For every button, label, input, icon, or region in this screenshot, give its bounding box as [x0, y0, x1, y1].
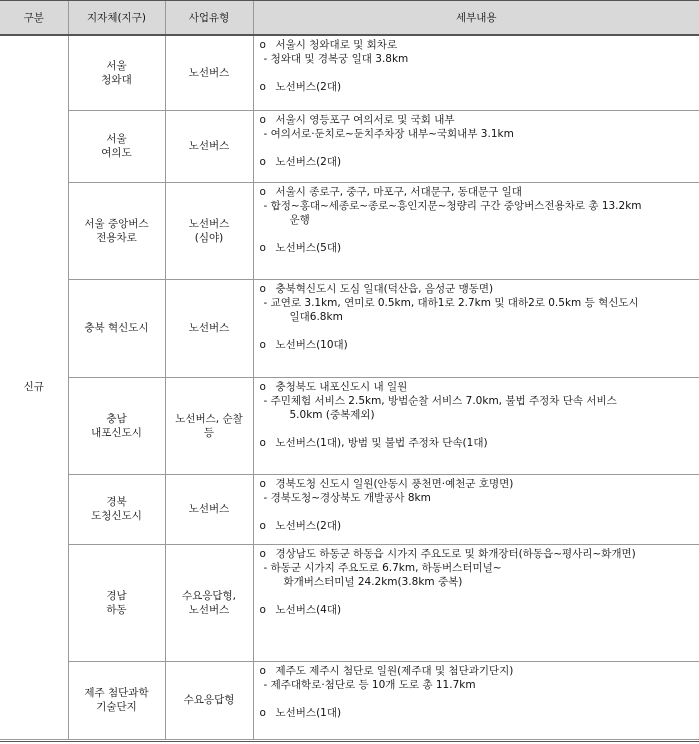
- detail-line: [258, 310, 696, 324]
- region-line: 여의도: [101, 147, 132, 159]
- detail-text: 화개버스터미널 24.2km(3.8km 중복): [283, 575, 463, 588]
- spacer: [258, 66, 696, 80]
- detail-line: [258, 338, 696, 352]
- detail-text: 노선버스(5대): [275, 241, 342, 254]
- type-cell: [165, 279, 253, 377]
- detail-text: - 합정~홍대~세종로~종로~흥인지문~청량리 구간 중앙버스전용차로 총 13.2km: [263, 199, 642, 212]
- detail-text: 서울시 영등포구 여의서로 및 국회 내부: [275, 113, 455, 126]
- circle-bullet-icon: o: [259, 436, 266, 449]
- region-line: 충남: [106, 412, 127, 425]
- circle-bullet-icon: o: [259, 185, 266, 198]
- detail-line: [258, 282, 696, 296]
- type-cell: [165, 35, 253, 110]
- detail-line: [258, 199, 696, 213]
- region-cell: [68, 474, 165, 544]
- circle-bullet-icon: o: [259, 547, 266, 560]
- header-row: [0, 1, 699, 36]
- details-cell: [253, 279, 699, 377]
- table-row: [0, 110, 699, 182]
- table-row: [0, 661, 699, 739]
- details-cell: [253, 35, 699, 110]
- region-line: 충북 혁신도시: [84, 322, 149, 334]
- detail-line: [258, 241, 696, 255]
- region-line: 서울: [106, 59, 127, 72]
- detail-line: [258, 477, 696, 491]
- detail-text: - 교연로 3.1km, 연미로 0.5km, 대하1로 2.7km 및 대하2로 0.5km 등 혁신도시: [263, 296, 639, 309]
- detail-line: [258, 80, 696, 94]
- region-line: 청와대: [101, 73, 132, 86]
- circle-bullet-icon: o: [259, 603, 266, 616]
- spacer: [258, 589, 696, 603]
- table-row: [0, 474, 699, 544]
- detail-line: [258, 155, 696, 169]
- region-line: 경남: [106, 589, 127, 602]
- type-cell: [165, 544, 253, 661]
- table-row: [0, 377, 699, 474]
- circle-bullet-icon: o: [259, 706, 266, 719]
- table-row: [0, 544, 699, 661]
- circle-bullet-icon: o: [259, 241, 266, 254]
- region-line: 전용차로: [96, 231, 137, 244]
- detail-line: [258, 408, 696, 422]
- detail-line: [258, 185, 696, 199]
- details-cell: [253, 544, 699, 661]
- circle-bullet-icon: o: [259, 338, 266, 351]
- region-line: 제주 첨단과학: [84, 687, 149, 699]
- bottom-rule: [0, 741, 699, 742]
- type-line: 노선버스: [188, 503, 230, 515]
- region-line: 경북: [106, 496, 127, 508]
- detail-text: - 청와대 및 경복궁 일대 3.8km: [263, 53, 409, 65]
- detail-text: 충청북도 내포신도시 내 일원: [275, 380, 408, 393]
- detail-text: 노선버스(4대): [275, 603, 342, 616]
- detail-line: [258, 38, 696, 52]
- detail-line: [258, 706, 696, 720]
- region-line: 서울: [106, 133, 127, 145]
- type-line: 노선버스, 순찰: [175, 412, 243, 425]
- detail-text: 운행: [289, 213, 310, 226]
- circle-bullet-icon: o: [259, 113, 266, 126]
- type-line: 노선버스: [188, 322, 230, 334]
- detail-text: - 경북도청~경상북도 개발공사 8km: [263, 491, 431, 504]
- details-cell: [253, 182, 699, 279]
- detail-text: 서울시 종로구, 중구, 마포구, 서대문구, 동대문구 일대: [275, 185, 522, 198]
- detail-text: 서울시 청와대로 및 회차로: [275, 39, 398, 51]
- detail-line: [258, 561, 696, 575]
- region-line: 도청신도시: [91, 510, 142, 522]
- category-cell: 신규: [0, 35, 68, 739]
- table-row: [0, 279, 699, 377]
- detail-text: 충북혁신도시 도심 일대(덕산읍, 음성군 맹동면): [275, 282, 494, 295]
- detail-line: [258, 113, 696, 127]
- details-cell: [253, 110, 699, 182]
- type-cell: [165, 182, 253, 279]
- table-row: [0, 35, 699, 110]
- type-line: 노선버스: [188, 66, 230, 79]
- spacer: [258, 324, 696, 338]
- detail-text: 노선버스(2대): [275, 155, 342, 168]
- region-cell: [68, 661, 165, 739]
- circle-bullet-icon: o: [259, 477, 266, 490]
- detail-text: - 하동군 시가지 주요도로 6.7km, 하동버스터미널~: [263, 561, 502, 574]
- header-category: 구분: [0, 1, 68, 36]
- spacer: [258, 692, 696, 706]
- type-line: 노선버스: [188, 603, 230, 616]
- type-line: 수요응답형,: [181, 589, 237, 602]
- detail-text: 노선버스(2대): [275, 81, 342, 93]
- region-cell: [68, 377, 165, 474]
- circle-bullet-icon: o: [259, 664, 266, 677]
- type-line: 노선버스: [188, 217, 230, 230]
- circle-bullet-icon: o: [259, 519, 266, 532]
- detail-text: 노선버스(10대): [275, 338, 348, 351]
- details-cell: [253, 474, 699, 544]
- detail-text: - 여의서로·둔치로~둔치주차장 내부~국회내부 3.1km: [263, 127, 514, 140]
- detail-text: 5.0km (중복제외): [289, 408, 375, 421]
- detail-line: [258, 394, 696, 408]
- spacer: [258, 141, 696, 155]
- detail-line: [258, 547, 696, 561]
- type-line: 노선버스: [188, 140, 230, 152]
- region-cell: [68, 182, 165, 279]
- detail-line: [258, 575, 696, 589]
- detail-text: 노선버스(1대), 방범 및 불법 주정차 단속(1대): [275, 436, 488, 449]
- detail-text: 제주도 제주시 첨단로 일원(제주대 및 첨단과기단지): [275, 664, 514, 677]
- region-line: 서울 중앙버스: [84, 217, 149, 230]
- type-cell: [165, 377, 253, 474]
- region-cell: [68, 544, 165, 661]
- region-cell: [68, 279, 165, 377]
- region-line: 내포신도시: [91, 426, 142, 439]
- detail-line: [258, 519, 696, 533]
- table-row: [0, 182, 699, 279]
- detail-line: [258, 127, 696, 141]
- detail-line: [258, 296, 696, 310]
- circle-bullet-icon: o: [259, 380, 266, 393]
- type-line: 등: [203, 426, 215, 439]
- region-cell: [68, 110, 165, 182]
- detail-line: [258, 491, 696, 505]
- spacer: [258, 505, 696, 519]
- region-line: 하동: [106, 603, 127, 616]
- region-cell: [68, 35, 165, 110]
- detail-text: 노선버스(2대): [275, 519, 342, 532]
- header-type: 사업유형: [165, 1, 253, 36]
- circle-bullet-icon: o: [259, 282, 266, 295]
- header-region: 지자체(지구): [68, 1, 165, 36]
- circle-bullet-icon: o: [259, 155, 266, 168]
- circle-bullet-icon: o: [259, 39, 266, 51]
- detail-line: [258, 52, 696, 66]
- detail-line: [258, 664, 696, 678]
- circle-bullet-icon: o: [259, 81, 266, 93]
- detail-text: 경북도청 신도시 일원(안동시 풍천면·예천군 호명면): [275, 477, 514, 490]
- detail-line: [258, 436, 696, 450]
- spacer: [258, 227, 696, 241]
- detail-text: 노선버스(1대): [275, 706, 342, 719]
- type-cell: [165, 474, 253, 544]
- detail-line: [258, 380, 696, 394]
- type-line: (심야): [194, 231, 224, 244]
- type-cell: [165, 110, 253, 182]
- type-line: 수요응답형: [183, 694, 235, 706]
- detail-line: [258, 678, 696, 692]
- spacer: [258, 422, 696, 436]
- region-line: 기술단지: [96, 701, 137, 713]
- detail-text: - 제주대학로·첨단로 등 10개 도로 총 11.7km: [263, 678, 476, 691]
- details-cell: [253, 377, 699, 474]
- detail-text: - 주민체험 서비스 2.5km, 방범순찰 서비스 7.0km, 불법 주정차 단속 서비스: [263, 394, 617, 407]
- detail-text: 일대6.8km: [289, 310, 343, 323]
- details-cell: [253, 661, 699, 739]
- header-details: 세부내용: [253, 1, 699, 36]
- type-cell: [165, 661, 253, 739]
- detail-line: [258, 213, 696, 227]
- detail-line: [258, 603, 696, 617]
- detail-text: 경상남도 하동군 하동읍 시가지 주요도로 및 화개장터(하동읍~평사리~화개면): [275, 547, 636, 560]
